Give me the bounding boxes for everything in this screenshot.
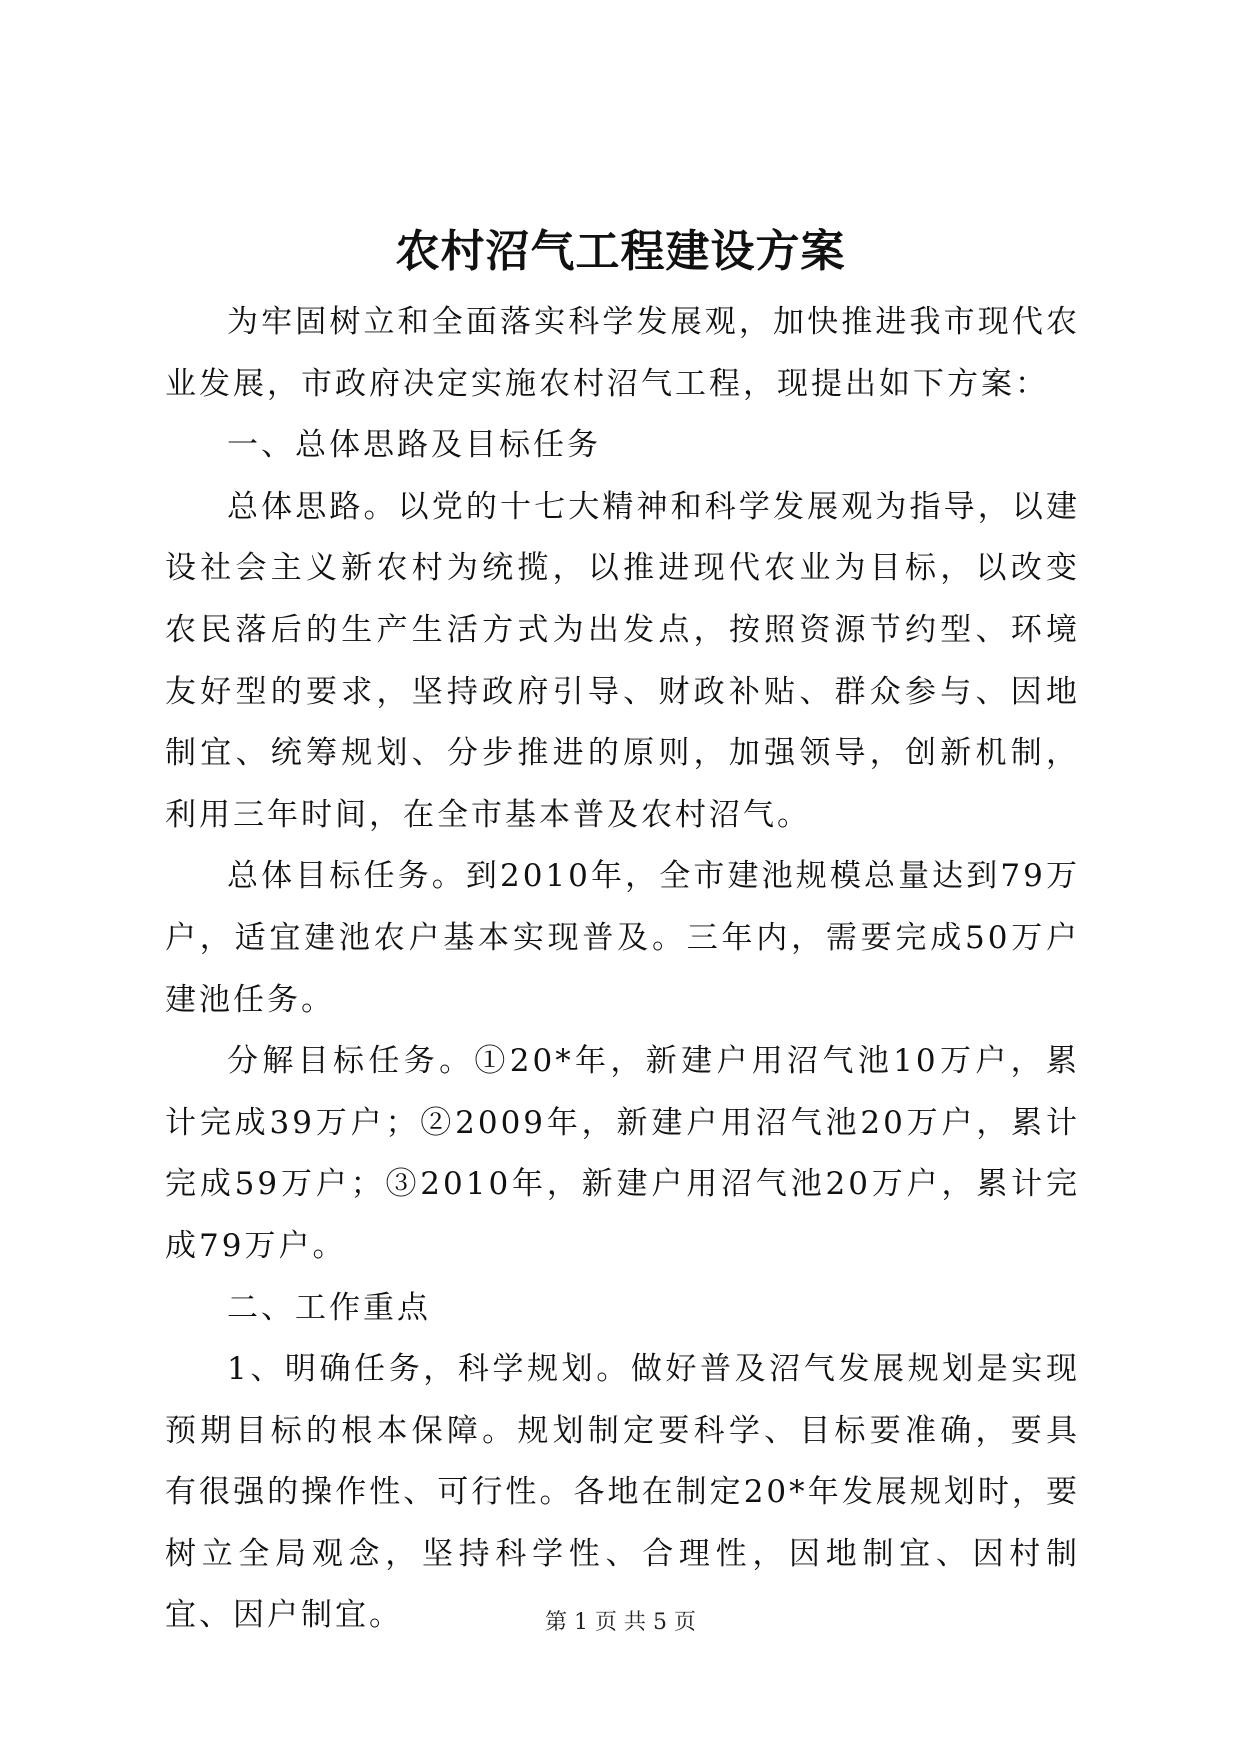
document-body xyxy=(165,292,1080,1647)
breakdown-targets-paragraph: 分解目标任务。①20*年，新建户用沼气池10万户，累计完成39万户；②2009年，新建户用沼气池20万户，累计完成59万户；③2010年，新建户用沼气池20万户，累计完成79万户。 xyxy=(165,1043,1080,1264)
section-heading-2: 二、工作重点 xyxy=(227,1289,431,1326)
document-title: 农村沼气工程建设方案 xyxy=(395,226,846,277)
planning-paragraph: 1、明确任务，科学规划。做好普及沼气发展规划是实现预期目标的根本保障。规划制定要科学、目标要准确，要具有很强的操作性、可行性。各地在制定20*年发展规划时，要树立全局观念，坚持科学性、合理性，因地制宜、因村制宜、因户制宜。 xyxy=(165,1351,1080,1634)
page-number-footer: 第 1 页 共 5 页 xyxy=(545,1610,696,1635)
section-heading-1: 一、总体思路及目标任务 xyxy=(227,427,601,464)
overall-targets-paragraph: 总体目标任务。到2010年，全市建池规模总量达到79万户，适宜建池农户基本实现普及。三年内，需要完成50万户建池任务。 xyxy=(165,858,1080,1018)
overall-approach-paragraph: 总体思路。以党的十七大精神和科学发展观为指导，以建设社会主义新农村为统揽，以推进现代农业为目标，以改变农民落后的生产生活方式为出发点，按照资源节约型、环境友好型的要求，坚持政府引导、财政补贴、群众参与、因地制宜、统筹规划、分步推进的原则，加强领导，创新机制，利用三年时间，在全市基本普及农村沼气。 xyxy=(165,488,1080,833)
intro-paragraph: 为牢固树立和全面落实科学发展观，加快推进我市现代农业发展，市政府决定实施农村沼气工程，现提出如下方案： xyxy=(165,304,1080,402)
